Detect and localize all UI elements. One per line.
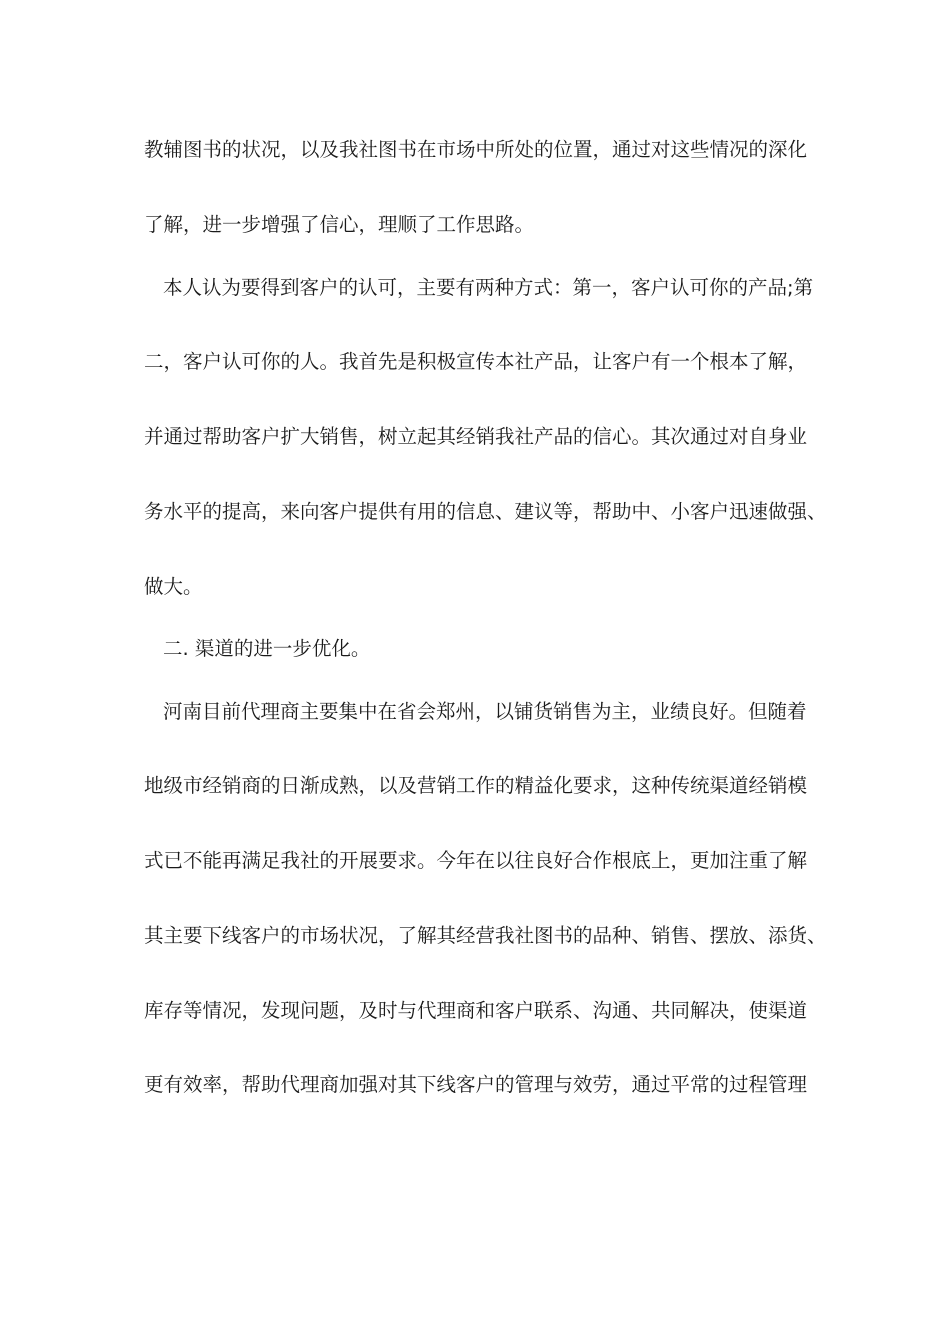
text-line-11: 式已不能再满足我社的开展要求。今年在以往良好合作根底上，更加注重了解 bbox=[144, 849, 808, 872]
text-line-9: 河南目前代理商主要集中在省会郑州，以铺货销售为主，业绩良好。但随着 bbox=[163, 700, 807, 723]
text-line-5: 并通过帮助客户扩大销售，树立起其经销我社产品的信心。其次通过对自身业 bbox=[144, 425, 808, 448]
text-line-4: 二，客户认可你的人。我首先是积极宣传本社产品，让客户有一个根本了解， bbox=[144, 350, 808, 373]
text-line-14: 更有效率，帮助代理商加强对其下线客户的管理与效劳，通过平常的过程管理 bbox=[144, 1073, 808, 1096]
text-line-13: 库存等情况，发现问题，及时与代理商和客户联系、沟通、共同解决，使渠道 bbox=[144, 999, 808, 1022]
text-line-10: 地级市经销商的日渐成熟，以及营销工作的精益化要求，这种传统渠道经销模 bbox=[144, 774, 808, 797]
text-line-1: 教辅图书的状况，以及我社图书在市场中所处的位置，通过对这些情况的深化 bbox=[144, 138, 808, 161]
section-heading: 二. 渠道的进一步优化。 bbox=[163, 637, 371, 660]
text-line-3: 本人认为要得到客户的认可，主要有两种方式：第一，客户认可你的产品;第 bbox=[163, 276, 814, 299]
text-line-12: 其主要下线客户的市场状况，了解其经营我社图书的品种、销售、摆放、添货、 bbox=[144, 924, 827, 947]
text-line-6: 务水平的提高，来向客户提供有用的信息、建议等，帮助中、小客户迅速做强、 bbox=[144, 500, 827, 523]
text-line-2: 了解，进一步增强了信心，理顺了工作思路。 bbox=[144, 213, 535, 236]
text-line-7: 做大。 bbox=[144, 575, 203, 598]
